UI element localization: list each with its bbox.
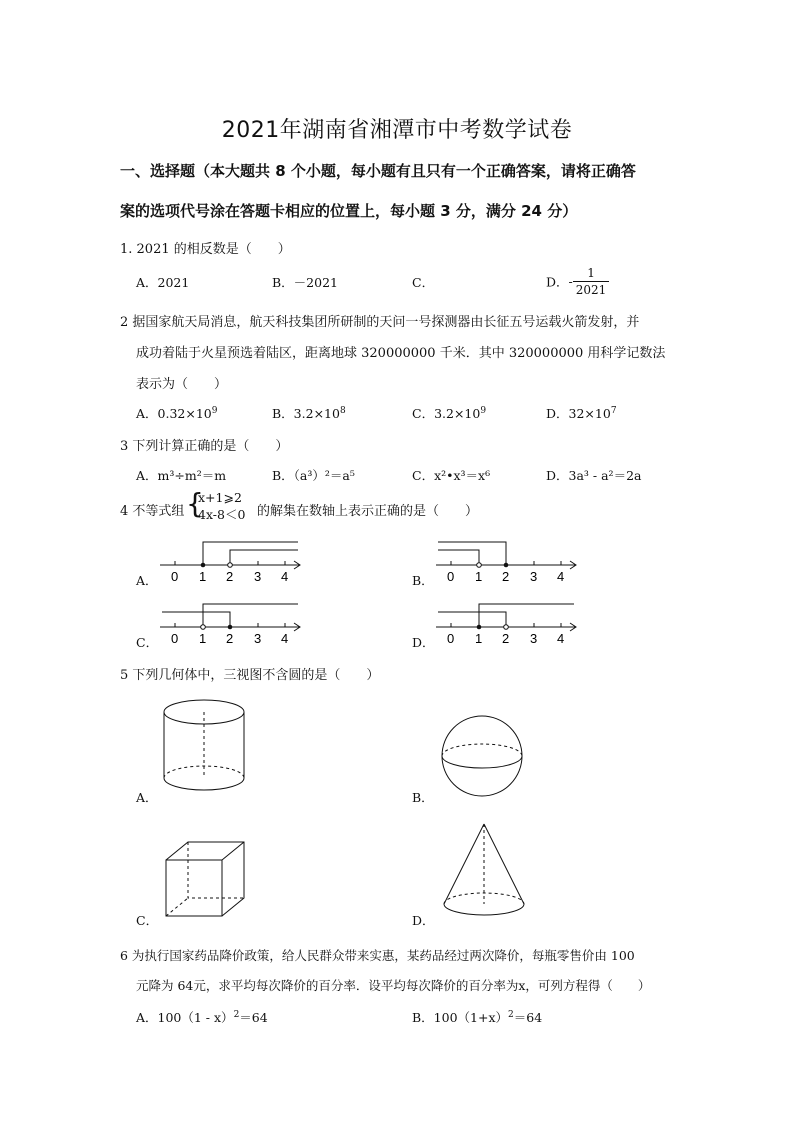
q2-b-base: B．3.2×10 [272,406,340,421]
q2-a-base: A．0.32×10 [136,406,212,421]
q6-a-rest: ＝64 [239,1010,268,1025]
page-title: 2021年湖南省湘潭市中考数学试卷 [221,118,573,143]
tick-label: 3 [254,569,262,584]
cone-figure [440,820,530,924]
tick-label: 4 [557,631,565,646]
number-line-c [160,600,305,650]
q1-option-b: B．－2021 [272,275,338,290]
q6-b-rest: ＝64 [513,1010,543,1025]
q2-option-a [136,404,217,422]
tick-label: 1 [199,631,207,646]
q6-b-base: B．100（1+x） [412,1010,509,1025]
q2-option-c [412,404,486,422]
q1-option-d-label: D． [546,274,569,290]
q5-stem: 5 下列几何体中，三视图不含圆的是（ ） [120,668,380,683]
q1-option-c: C． [412,275,435,290]
q2-c-base: C．3.2×10 [412,406,481,421]
q3-option-b: B．（a³）²＝a⁵ [272,468,355,483]
tick-label: 1 [199,569,207,584]
tick-label: 2 [502,631,510,646]
sphere-figure [438,714,528,804]
q5-option-b-label: B． [412,790,434,805]
tick-label: 2 [226,569,234,584]
tick-label: 4 [557,569,565,584]
q2-stem-line1: 2 据国家航天局消息，航天科技集团所研制的天问一号探测器由长征五号运载火箭发射，并 [120,315,640,330]
tick-label: 2 [502,569,510,584]
number-line-b [436,538,581,588]
q2-b-exp: 8 [339,405,346,416]
q4-option-c-label: C． [136,635,159,650]
q6-option-b [412,1008,542,1026]
number-line-a [160,538,305,588]
q3-option-d: D．3a³ - a²＝2a [546,468,642,483]
q2-stem-line3: 表示为（ ） [136,377,228,392]
q4-stem-prefix: 4 不等式组 [120,504,185,519]
tick-label: 1 [475,569,483,584]
tick-label: 3 [254,631,262,646]
tick-label: 4 [281,631,289,646]
tick-label: 0 [447,631,455,646]
q6-stem-line2: 元降为 64元，求平均每次降价的百分率．设平均每次降价的百分率为x，可列方程得（ ） [136,978,651,993]
tick-label: 1 [475,631,483,646]
q6-b-exp: 2 [508,1009,514,1020]
q1-option-a: A．2021 [136,275,190,290]
q6-option-a [136,1008,268,1026]
q2-d-exp: 7 [610,405,617,416]
tick-label: 3 [530,631,538,646]
fraction-denominator: 2021 [575,283,607,297]
tick-label: 0 [171,569,179,584]
cube-figure [162,838,252,928]
q5-option-d-label: D． [412,913,435,928]
q2-a-exp: 9 [211,405,218,416]
section-heading-line2: 案的选项代号涂在答题卡相应的位置上，每小题 3 分，满分 24 分） [120,202,578,220]
inequality-2: 4x-8＜0 [198,507,246,522]
q6-a-base: A．100（1 - x） [136,1010,234,1025]
q4-option-d-label: D． [412,635,435,650]
number-line-d [436,600,581,650]
q5-option-a-label: A． [136,790,158,805]
q6-stem-line1: 6 为执行国家药品降价政策，给人民群众带来实惠，某药品经过两次降价，每瓶零售价由 100 [120,948,635,963]
tick-label: 2 [226,631,234,646]
fraction-numerator: 1 [573,265,610,282]
q2-option-b [272,404,346,422]
tick-label: 3 [530,569,538,584]
q3-option-a: A．m³÷m²＝m [136,468,227,483]
tick-label: 0 [171,631,179,646]
q2-c-exp: 9 [480,405,487,416]
q1-stem: 1. 2021 的相反数是（ ） [120,242,291,257]
q1-option-d [546,265,609,298]
q3-option-c: C．x²•x³＝x⁶ [412,468,491,483]
q1-option-d-sign: - [568,274,573,289]
inequality-system [198,489,245,523]
fraction [573,265,610,298]
q2-option-d [546,404,617,422]
q2-d-base: D．32×10 [546,406,611,421]
left-brace: { [186,487,204,520]
q3-stem: 3 下列计算正确的是（ ） [120,439,289,454]
inequality-1: x+1⩾2 [198,490,242,505]
q4-option-a-label: A． [136,573,158,588]
q6-a-exp: 2 [233,1009,240,1020]
q2-stem-line2: 成功着陆于火星预选着陆区，距离地球 320000000 千米．其中 320000000 用科学记数法 [136,346,666,361]
q5-option-c-label: C． [136,913,159,928]
q4-stem-suffix: 的解集在数轴上表示正确的是（ ） [257,504,479,519]
tick-label: 4 [281,569,289,584]
cylinder-figure [160,696,250,796]
q4-option-b-label: B． [412,573,434,588]
tick-label: 0 [447,569,455,584]
section-heading-line1: 一、选择题（本大题共 8 个小题，每小题有且只有一个正确答案，请将正确答 [120,162,636,180]
